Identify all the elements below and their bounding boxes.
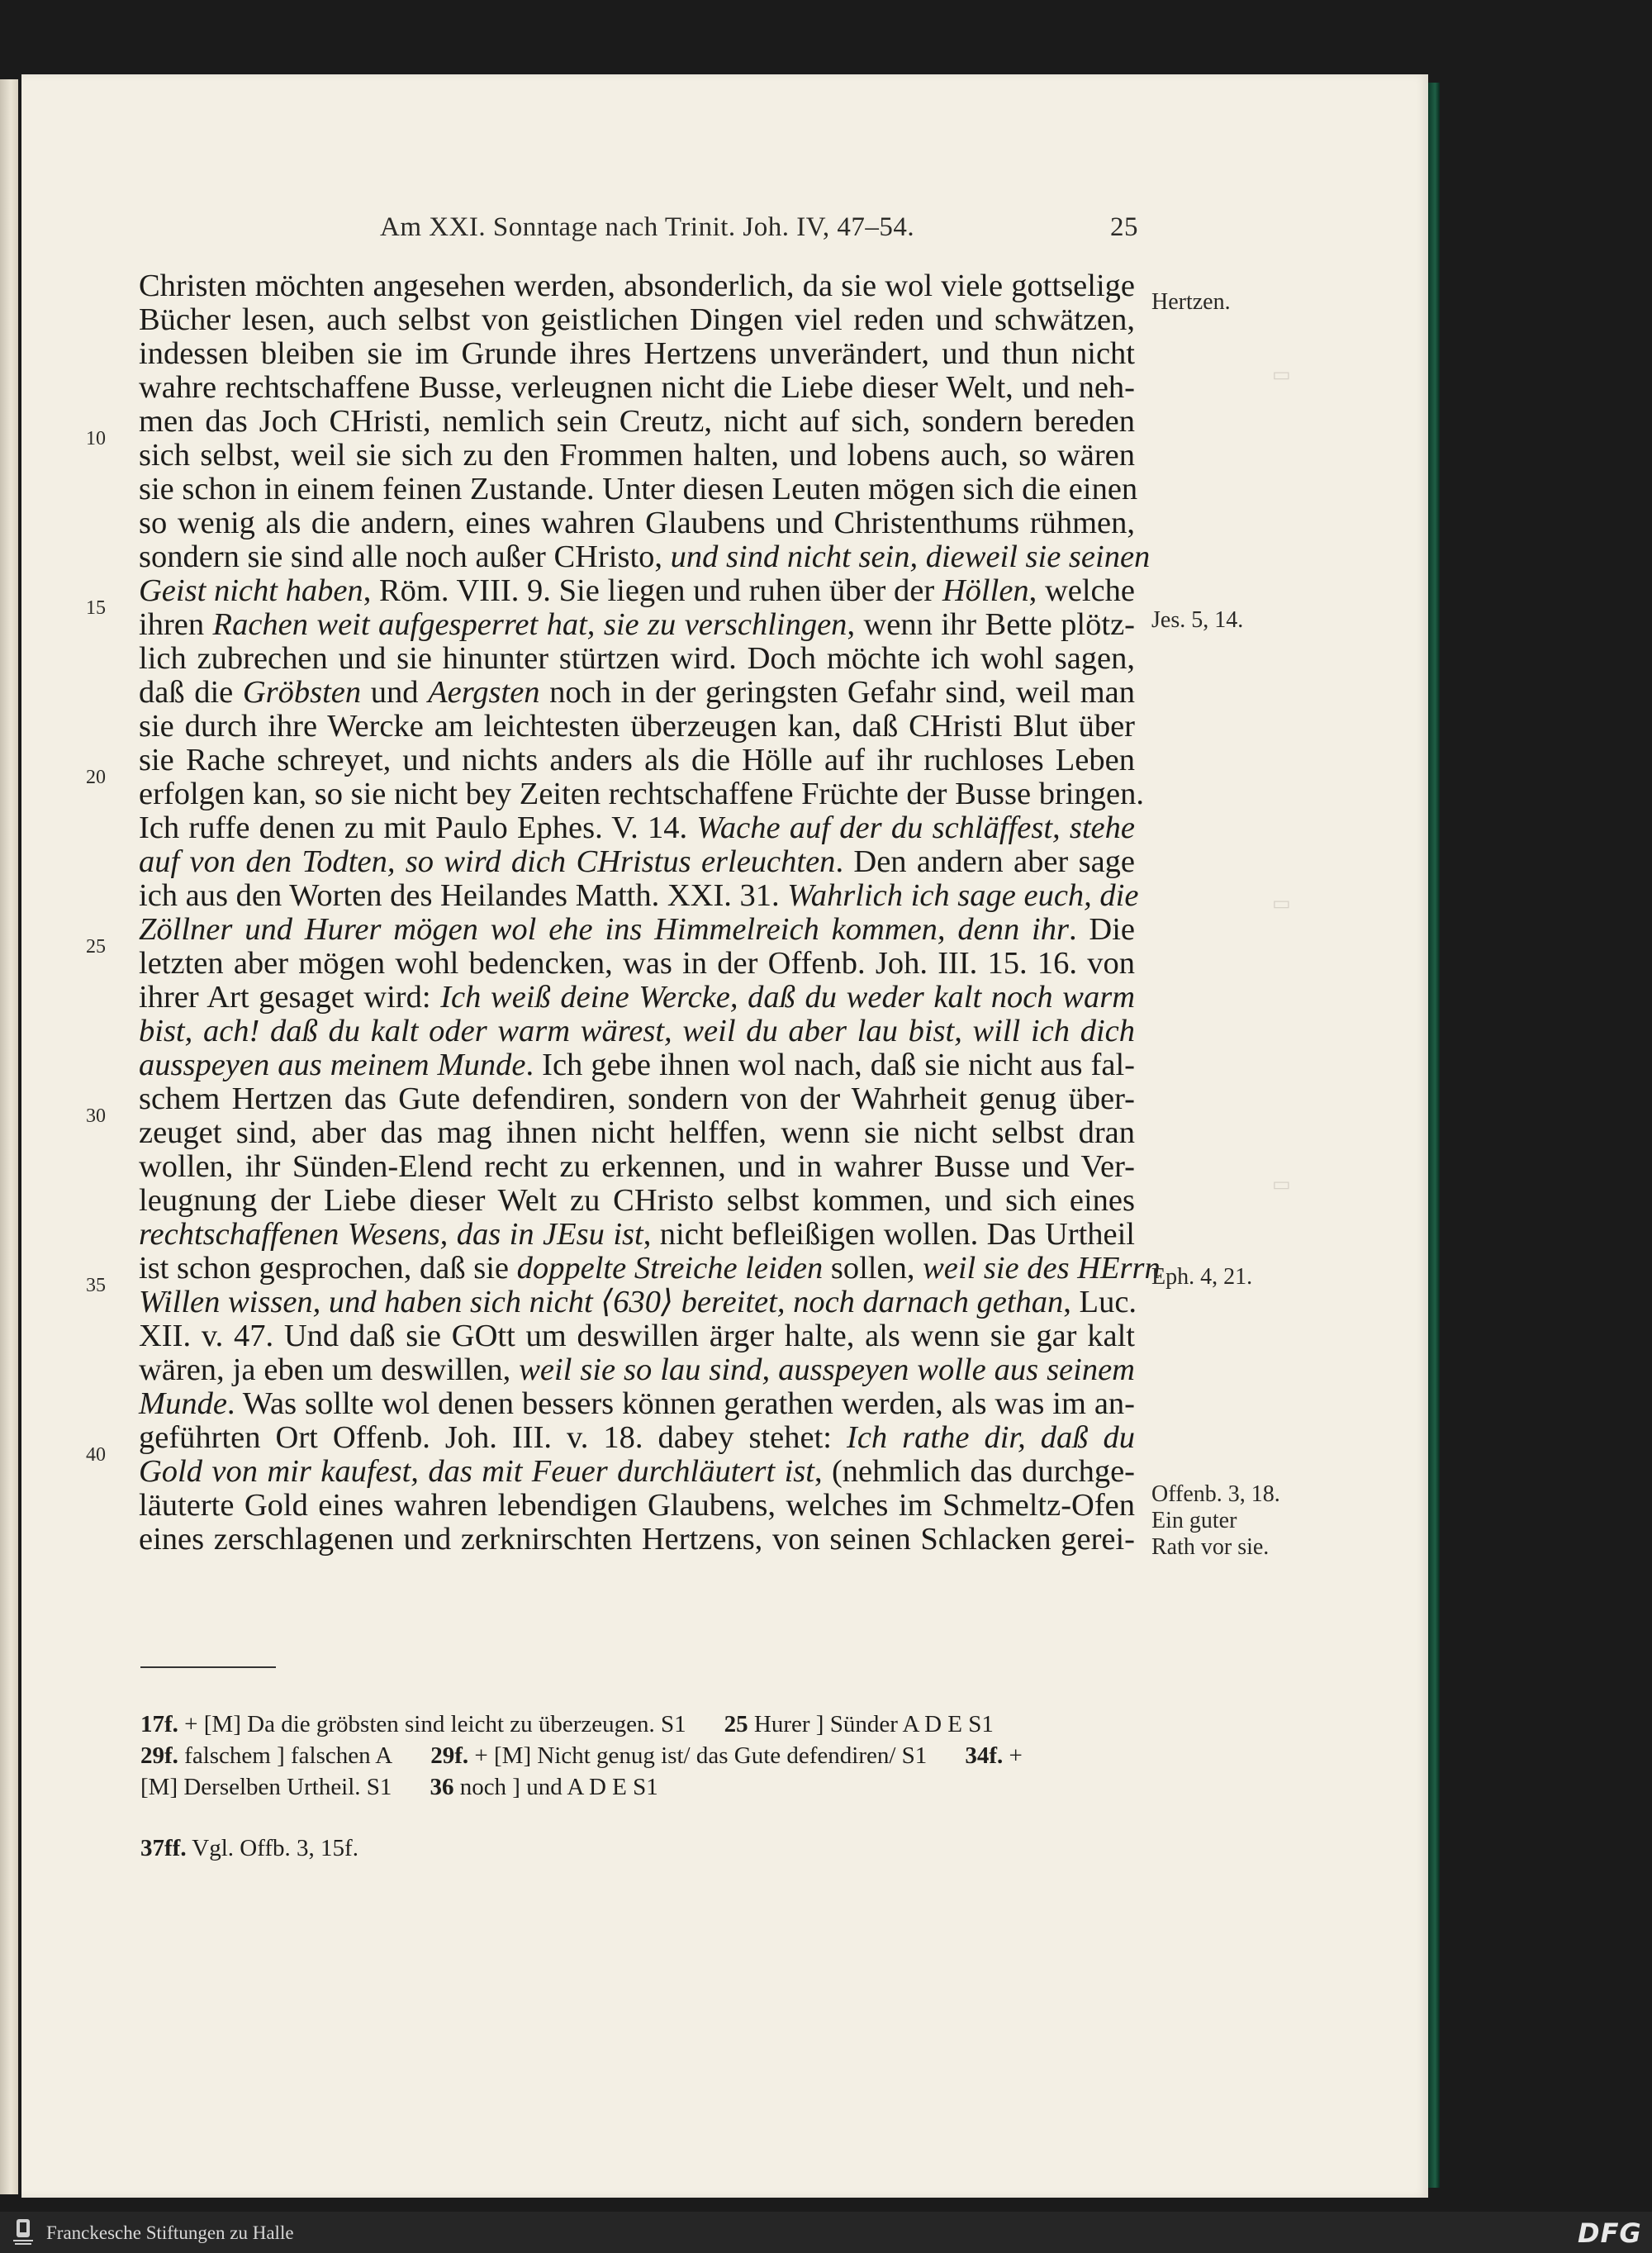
text-line: erfolgen kan, so sie nicht bey Zeiten rechtschaffene Früchte der Busse bringen. (139, 777, 1144, 811)
text-line: zeuget sind, aber das mag ihnen nicht helffen, wenn sie nicht selbst dran (139, 1115, 1135, 1150)
footnotes (140, 1709, 1132, 1864)
text-line: sondern sie sind alle noch außer CHristo, und sind nicht sein, dieweil sie seinen (139, 539, 1151, 574)
text-line: schem Hertzen das Gute defendiren, sondern von der Wahrheit genug über- (139, 1081, 1135, 1116)
apparatus-line: 29f. falschem ] falschen A 29f. + [M] Nicht genug ist/ das Gute defendiren/ S1 34f. + (140, 1742, 1023, 1769)
text-line: letzten aber mögen wohl bedencken, was in der Offenb. Joh. III. 15. 16. von (139, 946, 1135, 981)
text-line: leugnung der Liebe dieser Welt zu CHristo selbst kommen, und sich eines (139, 1183, 1135, 1218)
text-line: Zöllner und Hurer mögen wol ehe ins Himmelreich kommen, denn ihr. Die (139, 912, 1135, 947)
line-number: 30 (86, 1105, 106, 1127)
footnote-rule (140, 1666, 276, 1668)
text-line: Ich ruffe denen zu mit Paulo Ephes. V. 14. Wache auf der du schläffest, stehe (139, 810, 1135, 845)
text-line: Gold von mir kaufest, das mit Feuer durchläutert ist, (nehmlich das durchge- (139, 1454, 1135, 1489)
dfg-logo: DFG (1578, 2217, 1642, 2249)
margin-note: Jes. 5, 14. (1151, 607, 1244, 633)
text-line: eines zerschlagenen und zerknirschten Hertzens, von seinen Schlacken gerei- (139, 1522, 1135, 1557)
text-line: läuterte Gold eines wahren lebendigen Glaubens, welches im Schmeltz-Ofen (139, 1488, 1135, 1523)
text-line: sie schon in einem feinen Zustande. Unter diesen Leuten mögen sich die einen (139, 472, 1138, 506)
apparatus-line: 17f. + [M] Da die gröbsten sind leicht zu überzeugen. S1 25 Hurer ] Sünder A D E S1 (140, 1711, 994, 1737)
text-line: wahre rechtschaffene Busse, verleugnen nicht die Liebe dieser Welt, und neh- (139, 370, 1135, 405)
text-line: men das Joch CHristi, nemlich sein Creutz, nicht auf sich, sondern bereden (139, 404, 1135, 439)
line-number: 35 (86, 1275, 106, 1296)
text-line: geführten Ort Offenb. Joh. III. v. 18. dabey stehet: Ich rathe dir, daß du (139, 1420, 1135, 1455)
book-cover-edge (1428, 83, 1440, 2188)
text-line: daß die Gröbsten und Aergsten noch in der geringsten Gefahr sind, weil man (139, 675, 1135, 710)
page-number: 25 (1110, 212, 1138, 242)
margin-note: Eph. 4, 21. (1151, 1264, 1253, 1290)
show-through-mark: ▭ (1272, 1174, 1291, 1195)
margin-note: Ein guter (1151, 1508, 1237, 1533)
text-line: sich selbst, weil sie sich zu den Frommen halten, und lobens auch, so wären (139, 438, 1135, 473)
margin-note: Offenb. 3, 18. (1151, 1481, 1280, 1507)
text-line: rechtschaffenen Wesens, das in JEsu ist, nicht befleißigen wollen. Das Urtheil (139, 1217, 1135, 1252)
text-line: lich zubrechen und sie hinunter stürtzen wird. Doch möchte ich wohl sagen, (139, 641, 1135, 676)
main-text (139, 269, 1161, 1557)
margin-note: Hertzen. (1151, 289, 1231, 315)
line-number: 10 (86, 428, 106, 449)
text-line: bist, ach! daß du kalt oder warm wärest, weil du aber lau bist, will ich dich (139, 1014, 1135, 1048)
commentary-line: 37ff. Vgl. Offb. 3, 15f. (140, 1835, 358, 1861)
text-line: indessen bleiben sie im Grunde ihres Hertzens unverändert, und thun nicht (139, 336, 1135, 371)
line-number: 25 (86, 936, 106, 958)
running-head-title: Am XXI. Sonntage nach Trinit. Joh. IV, 47–54. (380, 212, 915, 242)
text-line: ihren Rachen weit aufgesperret hat, sie zu verschlingen, wenn ihr Bette plötz- (139, 607, 1135, 642)
text-line: ist schon gesprochen, daß sie doppelte Streiche leiden sollen, weil sie des HErrn (139, 1251, 1161, 1286)
text-line: sie durch ihre Wercke am leichtesten überzeugen kan, daß CHristi Blut über (139, 709, 1135, 744)
text-line: Willen wissen, und haben sich nicht ⟨630⟩ bereitet, noch darnach gethan, Luc. (139, 1285, 1137, 1319)
show-through-mark: ▭ (1272, 364, 1291, 386)
text-line: ihrer Art gesaget wird: Ich weiß deine Wercke, daß du weder kalt noch warm (139, 980, 1136, 1015)
text-line: sie Rache schreyet, und nichts anders als die Hölle auf ihr ruchloses Leben (139, 743, 1135, 777)
library-name: Franckesche Stiftungen zu Halle (46, 2222, 294, 2243)
text-line: Christen möchten angesehen werden, absonderlich, da sie wol viele gottselige (139, 269, 1135, 303)
line-number: 20 (86, 767, 106, 788)
show-through-mark: ▭ (1272, 893, 1291, 915)
line-number: 15 (86, 597, 106, 619)
text-line: ich aus den Worten des Heilandes Matth. XXI. 31. Wahrlich ich sage euch, die (139, 878, 1139, 913)
left-page-edge (0, 79, 18, 2194)
library-crest-icon (12, 2217, 35, 2247)
text-line: ausspeyen aus meinem Munde. Ich gebe ihnen wol nach, daß sie nicht aus fal- (139, 1048, 1135, 1082)
text-line: XII. v. 47. Und daß sie GOtt um deswillen ärger halte, als wenn sie gar kalt (139, 1319, 1135, 1353)
apparatus-line: [M] Derselben Urtheil. S1 36 noch ] und A D E S1 (140, 1774, 658, 1800)
text-line: auf von den Todten, so wird dich CHristus erleuchten. Den andern aber sage (139, 844, 1135, 879)
text-line: Bücher lesen, auch selbst von geistlichen Dingen viel reden und schwätzen, (139, 302, 1135, 337)
text-line: wären, ja eben um deswillen, weil sie so lau sind, ausspeyen wolle aus seinem (139, 1352, 1135, 1387)
text-line: Geist nicht haben, Röm. VIII. 9. Sie liegen und ruhen über der Höllen, welche (139, 573, 1135, 608)
margin-note: Rath vor sie. (1151, 1534, 1270, 1560)
text-line: Munde. Was sollte wol denen bessers können gerathen werden, als was im an- (139, 1386, 1135, 1421)
text-line: so wenig als die andern, eines wahren Glaubens und Christenthums rühmen, (139, 506, 1135, 540)
text-line: wollen, ihr Sünden-Elend recht zu erkennen, und in wahrer Busse und Ver- (139, 1149, 1135, 1184)
line-number: 40 (86, 1444, 106, 1466)
